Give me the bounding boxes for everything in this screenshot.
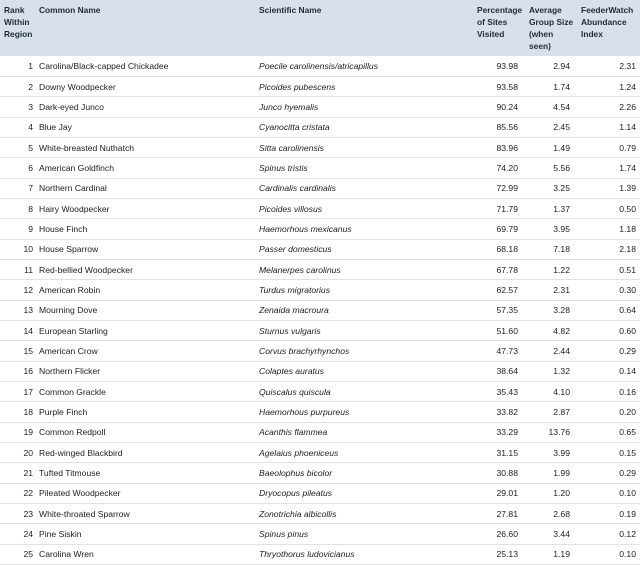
abundance-index-cell: 0.64 bbox=[578, 300, 640, 320]
table-header bbox=[0, 0, 640, 56]
rank-cell: 18 bbox=[0, 402, 36, 422]
scientific-name-cell: Spinus pinus bbox=[256, 524, 474, 544]
group-size-cell: 2.44 bbox=[526, 341, 578, 361]
group-size-cell: 3.95 bbox=[526, 219, 578, 239]
table-row bbox=[0, 56, 640, 76]
common-name-cell: European Starling bbox=[36, 320, 256, 340]
percentage-cell: 69.79 bbox=[474, 219, 526, 239]
common-name-cell: White-breasted Nuthatch bbox=[36, 137, 256, 157]
percentage-cell: 62.57 bbox=[474, 280, 526, 300]
percentage-cell: 31.15 bbox=[474, 443, 526, 463]
group-size-cell: 1.74 bbox=[526, 76, 578, 96]
table-row bbox=[0, 280, 640, 300]
table-row bbox=[0, 483, 640, 503]
abundance-index-cell: 0.16 bbox=[578, 382, 640, 402]
percentage-cell: 30.88 bbox=[474, 463, 526, 483]
percentage-cell: 93.98 bbox=[474, 56, 526, 76]
rank-cell: 20 bbox=[0, 443, 36, 463]
common-name-cell: Pileated Woodpecker bbox=[36, 483, 256, 503]
group-size-cell: 7.18 bbox=[526, 239, 578, 259]
scientific-name-cell: Quiscalus quiscula bbox=[256, 382, 474, 402]
common-name-cell: Downy Woodpecker bbox=[36, 76, 256, 96]
header-row bbox=[0, 0, 640, 56]
group-size-cell: 3.28 bbox=[526, 300, 578, 320]
table-row bbox=[0, 422, 640, 442]
table-row bbox=[0, 341, 640, 361]
rank-cell: 24 bbox=[0, 524, 36, 544]
group-size-cell: 13.76 bbox=[526, 422, 578, 442]
rank-cell: 13 bbox=[0, 300, 36, 320]
percentage-cell: 67.78 bbox=[474, 259, 526, 279]
percentage-cell: 74.20 bbox=[474, 158, 526, 178]
rank-cell: 22 bbox=[0, 483, 36, 503]
abundance-index-cell: 0.19 bbox=[578, 504, 640, 524]
rank-cell: 5 bbox=[0, 137, 36, 157]
table-row bbox=[0, 402, 640, 422]
rank-cell: 6 bbox=[0, 158, 36, 178]
table-row bbox=[0, 504, 640, 524]
rank-cell: 11 bbox=[0, 259, 36, 279]
rank-cell: 8 bbox=[0, 198, 36, 218]
abundance-index-cell: 0.15 bbox=[578, 443, 640, 463]
scientific-name-cell: Cardinalis cardinalis bbox=[256, 178, 474, 198]
common-name-cell: American Robin bbox=[36, 280, 256, 300]
common-name-cell: American Goldfinch bbox=[36, 158, 256, 178]
common-name-cell: Common Grackle bbox=[36, 382, 256, 402]
percentage-cell: 38.64 bbox=[474, 361, 526, 381]
common-name-cell: White-throated Sparrow bbox=[36, 504, 256, 524]
common-name-cell: Common Redpoll bbox=[36, 422, 256, 442]
rank-column-header[interactable]: Rank Within Region bbox=[0, 0, 36, 56]
rank-cell: 2 bbox=[0, 76, 36, 96]
table-body bbox=[0, 56, 640, 565]
rank-cell: 12 bbox=[0, 280, 36, 300]
scientific-name-cell: Acanthis flammea bbox=[256, 422, 474, 442]
table-row bbox=[0, 259, 640, 279]
percentage-cell: 93.58 bbox=[474, 76, 526, 96]
table-row bbox=[0, 463, 640, 483]
abundance-index-cell: 0.79 bbox=[578, 137, 640, 157]
rank-cell: 1 bbox=[0, 56, 36, 76]
common-name-cell: Mourning Dove bbox=[36, 300, 256, 320]
abundance-index-cell: 0.65 bbox=[578, 422, 640, 442]
abundance-index-cell: 1.24 bbox=[578, 76, 640, 96]
abundance-index-cell: 0.20 bbox=[578, 402, 640, 422]
table-row bbox=[0, 76, 640, 96]
percentage-cell: 57.35 bbox=[474, 300, 526, 320]
table-row bbox=[0, 443, 640, 463]
common-name-cell: American Crow bbox=[36, 341, 256, 361]
group-size-cell: 1.20 bbox=[526, 483, 578, 503]
scientific-name-cell: Sturnus vulgaris bbox=[256, 320, 474, 340]
abundance-index-cell: 1.14 bbox=[578, 117, 640, 137]
abundance-index-cell: 0.10 bbox=[578, 483, 640, 503]
scientific-name-cell: Colaptes auratus bbox=[256, 361, 474, 381]
group-size-cell: 2.45 bbox=[526, 117, 578, 137]
group-size-cell: 4.54 bbox=[526, 97, 578, 117]
scientific-name-cell: Picoides pubescens bbox=[256, 76, 474, 96]
group-size-cell: 3.99 bbox=[526, 443, 578, 463]
rank-cell: 3 bbox=[0, 97, 36, 117]
scientific-name-cell: Poecile carolinensis/atricapillus bbox=[256, 56, 474, 76]
percentage-cell: 26.60 bbox=[474, 524, 526, 544]
scientific-name-cell: Agelaius phoeniceus bbox=[256, 443, 474, 463]
table-row bbox=[0, 544, 640, 564]
table-row bbox=[0, 219, 640, 239]
rank-cell: 15 bbox=[0, 341, 36, 361]
abundance-index-cell: 2.31 bbox=[578, 56, 640, 76]
abundance-index-cell: 0.50 bbox=[578, 198, 640, 218]
rank-cell: 7 bbox=[0, 178, 36, 198]
abundance-index-cell: 0.29 bbox=[578, 463, 640, 483]
common-name-cell: Hairy Woodpecker bbox=[36, 198, 256, 218]
percentage-cell: 72.99 bbox=[474, 178, 526, 198]
group-size-cell: 3.44 bbox=[526, 524, 578, 544]
common-name-cell: Northern Flicker bbox=[36, 361, 256, 381]
common-name-cell: Red-winged Blackbird bbox=[36, 443, 256, 463]
percentage-cell: 25.13 bbox=[474, 544, 526, 564]
common-name-cell: Northern Cardinal bbox=[36, 178, 256, 198]
rank-cell: 19 bbox=[0, 422, 36, 442]
group-size-cell: 1.32 bbox=[526, 361, 578, 381]
table-row bbox=[0, 239, 640, 259]
common-name-cell: Purple Finch bbox=[36, 402, 256, 422]
abundance-index-cell: 1.74 bbox=[578, 158, 640, 178]
abundance-index-cell: 1.18 bbox=[578, 219, 640, 239]
group-size-cell: 5.56 bbox=[526, 158, 578, 178]
rank-cell: 17 bbox=[0, 382, 36, 402]
percentage-cell: 29.01 bbox=[474, 483, 526, 503]
abundance-index-cell: 0.29 bbox=[578, 341, 640, 361]
rank-cell: 25 bbox=[0, 544, 36, 564]
abundance-index-cell: 0.60 bbox=[578, 320, 640, 340]
table-row bbox=[0, 198, 640, 218]
table-row bbox=[0, 158, 640, 178]
abundance-index-cell: 0.12 bbox=[578, 524, 640, 544]
group-size-cell: 1.37 bbox=[526, 198, 578, 218]
common-name-cell: Blue Jay bbox=[36, 117, 256, 137]
table-row bbox=[0, 178, 640, 198]
group-size-cell: 1.49 bbox=[526, 137, 578, 157]
abundance-index-cell: 0.51 bbox=[578, 259, 640, 279]
group-size-cell: 4.10 bbox=[526, 382, 578, 402]
common-name-cell: Carolina Wren bbox=[36, 544, 256, 564]
percentage-cell: 71.79 bbox=[474, 198, 526, 218]
scientific-name-cell: Baeolophus bicolor bbox=[256, 463, 474, 483]
abundance-index-cell: 1.39 bbox=[578, 178, 640, 198]
group-size-cell: 2.31 bbox=[526, 280, 578, 300]
common-name-cell: House Sparrow bbox=[36, 239, 256, 259]
rank-cell: 14 bbox=[0, 320, 36, 340]
table-row bbox=[0, 382, 640, 402]
group-size-cell: 2.94 bbox=[526, 56, 578, 76]
group-size-cell: 2.87 bbox=[526, 402, 578, 422]
table-row bbox=[0, 117, 640, 137]
abundance-index-cell: 2.18 bbox=[578, 239, 640, 259]
rank-cell: 10 bbox=[0, 239, 36, 259]
percentage-cell: 33.82 bbox=[474, 402, 526, 422]
scientific-name-cell: Dryocopus pileatus bbox=[256, 483, 474, 503]
scientific-name-cell: Corvus brachyrhynchos bbox=[256, 341, 474, 361]
percentage-cell: 85.56 bbox=[474, 117, 526, 137]
rank-cell: 4 bbox=[0, 117, 36, 137]
common-name-cell: Dark-eyed Junco bbox=[36, 97, 256, 117]
scientific-name-cell: Junco hyemalis bbox=[256, 97, 474, 117]
table-row bbox=[0, 320, 640, 340]
table-row bbox=[0, 97, 640, 117]
scientific-name-cell: Thryothorus ludovicianus bbox=[256, 544, 474, 564]
table-row bbox=[0, 361, 640, 381]
rank-cell: 9 bbox=[0, 219, 36, 239]
rank-cell: 21 bbox=[0, 463, 36, 483]
rank-cell: 23 bbox=[0, 504, 36, 524]
common-name-cell: Tufted Titmouse bbox=[36, 463, 256, 483]
common-name-column-header[interactable]: Common Name bbox=[36, 0, 256, 56]
common-name-cell: Red-bellied Woodpecker bbox=[36, 259, 256, 279]
scientific-name-cell: Cyanocitta cristata bbox=[256, 117, 474, 137]
scientific-name-cell: Turdus migratorius bbox=[256, 280, 474, 300]
table-row bbox=[0, 137, 640, 157]
scientific-name-cell: Haemorhous mexicanus bbox=[256, 219, 474, 239]
scientific-name-cell: Picoides villosus bbox=[256, 198, 474, 218]
percentage-cell: 47.73 bbox=[474, 341, 526, 361]
common-name-cell: Pine Siskin bbox=[36, 524, 256, 544]
percentage-column-header[interactable]: Percentage of Sites Visited bbox=[474, 0, 526, 56]
scientific-name-cell: Sitta carolinensis bbox=[256, 137, 474, 157]
group-size-cell: 2.68 bbox=[526, 504, 578, 524]
rank-cell: 16 bbox=[0, 361, 36, 381]
abundance-index-cell: 0.10 bbox=[578, 544, 640, 564]
scientific-name-cell: Haemorhous purpureus bbox=[256, 402, 474, 422]
percentage-cell: 35.43 bbox=[474, 382, 526, 402]
group-size-cell: 1.19 bbox=[526, 544, 578, 564]
scientific-name-cell: Zonotrichia albicollis bbox=[256, 504, 474, 524]
abundance-index-cell: 0.14 bbox=[578, 361, 640, 381]
abundance-index-cell: 0.30 bbox=[578, 280, 640, 300]
common-name-cell: House Finch bbox=[36, 219, 256, 239]
group-size-cell: 1.99 bbox=[526, 463, 578, 483]
percentage-cell: 90.24 bbox=[474, 97, 526, 117]
abundance-index-column-header[interactable]: FeederWatch Abundance Index bbox=[578, 0, 640, 56]
scientific-name-cell: Spinus tristis bbox=[256, 158, 474, 178]
group-size-cell: 1.22 bbox=[526, 259, 578, 279]
table-row bbox=[0, 524, 640, 544]
scientific-name-cell: Zenaida macroura bbox=[256, 300, 474, 320]
scientific-name-cell: Passer domesticus bbox=[256, 239, 474, 259]
percentage-cell: 68.18 bbox=[474, 239, 526, 259]
percentage-cell: 51.60 bbox=[474, 320, 526, 340]
abundance-index-cell: 2.26 bbox=[578, 97, 640, 117]
percentage-cell: 83.96 bbox=[474, 137, 526, 157]
scientific-name-column-header[interactable]: Scientific Name bbox=[256, 0, 474, 56]
group-size-cell: 3.25 bbox=[526, 178, 578, 198]
percentage-cell: 27.81 bbox=[474, 504, 526, 524]
table-row bbox=[0, 300, 640, 320]
group-size-cell: 4.82 bbox=[526, 320, 578, 340]
percentage-cell: 33.29 bbox=[474, 422, 526, 442]
group-size-column-header[interactable]: Average Group Size (when seen) bbox=[526, 0, 578, 56]
scientific-name-cell: Melanerpes carolinus bbox=[256, 259, 474, 279]
common-name-cell: Carolina/Black-capped Chickadee bbox=[36, 56, 256, 76]
